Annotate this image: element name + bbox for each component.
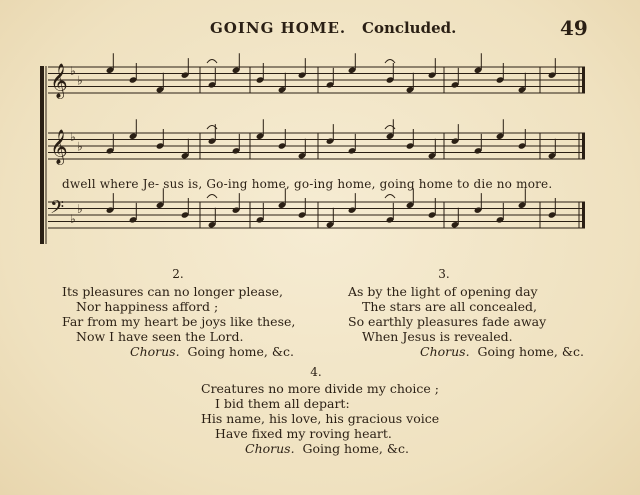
stanza-3-line-3: So earthly pleasures fade away: [348, 314, 547, 329]
chorus-text: Going home, &c.: [477, 344, 584, 359]
flat-icon: ♭: [77, 202, 83, 217]
stanza-2-line-1: Its pleasures can no longer please,: [62, 284, 284, 299]
flat-icon: ♭: [70, 63, 76, 78]
score-system: [40, 53, 585, 244]
page-number: 49: [560, 16, 588, 40]
flat-icon: ♭: [77, 73, 83, 88]
stanza-4-line-1: Creatures no more divide my choice ;: [201, 381, 439, 396]
treble-clef-icon: 𝄞: [50, 129, 68, 165]
system-bracket: [40, 66, 44, 244]
stanza-2: [62, 284, 295, 359]
treble-clef-icon: 𝄞: [50, 63, 68, 99]
fermata-icon: [207, 195, 217, 199]
stanza-2-chorus: [62, 344, 295, 359]
stanza-4-line-2: I bid them all depart:: [215, 396, 350, 411]
fermata-icon: [385, 60, 395, 64]
chorus-text: Going home, &c.: [302, 441, 409, 456]
chorus-text: Going home, &c.: [187, 344, 294, 359]
lyrics-line: dwell where Je- sus is, Go-ing home, go-ing home, going home to die no more.: [62, 177, 553, 191]
chorus-label: Chorus.: [130, 344, 180, 359]
final-bar-thick: [582, 133, 585, 159]
stanza-2-line-2: Nor happiness afford ;: [76, 299, 219, 314]
stanza-3-line-1: As by the light of opening day: [348, 284, 538, 299]
chorus-label: Chorus.: [245, 441, 295, 456]
fermata-icon: [385, 195, 395, 199]
chorus-label: Chorus.: [420, 344, 470, 359]
flat-icon: ♭: [70, 211, 76, 226]
page-subtitle: Concluded.: [362, 19, 457, 37]
final-bar-thick: [582, 67, 585, 93]
stanza-4-number: 4.: [310, 365, 322, 379]
stanza-3-chorus: [348, 344, 584, 359]
stanza-4-chorus: [201, 441, 439, 456]
stanza-3-number: 3.: [438, 267, 450, 281]
bass-clef-icon: 𝄢: [50, 197, 65, 223]
fermata-icon: [207, 60, 217, 64]
stanza-2-line-4: Now I have seen the Lord.: [76, 329, 244, 344]
stanza-3-line-2: The stars are all concealed,: [362, 299, 538, 314]
final-bar-thick: [582, 202, 585, 228]
stanza-2-number: 2.: [172, 267, 184, 281]
flat-icon: ♭: [77, 139, 83, 154]
stanza-4: [201, 381, 439, 456]
page-title: GOING HOME.: [210, 19, 347, 37]
stanza-4-line-4: Have fixed my roving heart.: [215, 426, 392, 441]
stanza-2-line-3: Far from my heart be joys like these,: [62, 314, 296, 329]
stanza-3-line-4: When Jesus is revealed.: [362, 329, 513, 344]
stanza-3: [348, 284, 584, 359]
flat-icon: ♭: [70, 129, 76, 144]
stanza-4-line-3: His name, his love, his gracious voice: [201, 411, 440, 426]
